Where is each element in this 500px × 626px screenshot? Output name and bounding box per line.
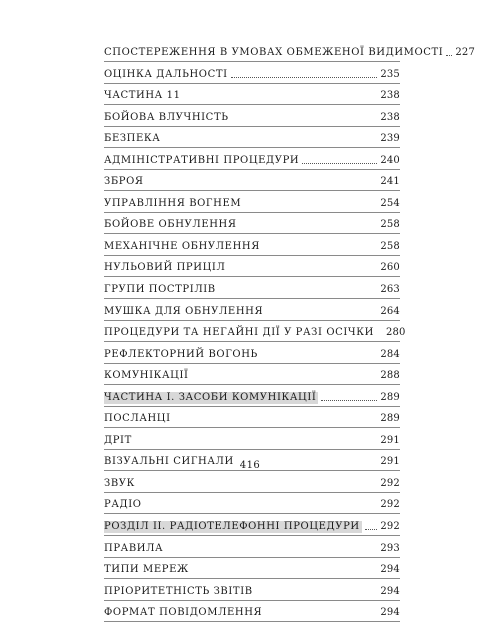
toc-entry-page: 294 [380,564,400,576]
toc-entry-title: ЧАСТИНА І. ЗАСОБИ КОМУНІКАЦІЇ [104,391,317,403]
toc-entry-page: 264 [380,305,400,317]
toc-entry-page: 240 [380,154,400,166]
toc-entry-page: 294 [380,585,400,597]
toc-entry-title: ТИПИ МЕРЕЖ [104,564,189,576]
toc-entry-title: УПРАВЛІННЯ ВОГНЕМ [104,197,242,209]
toc-entry [104,216,400,234]
toc-entry [104,152,400,170]
page-number: 416 [239,460,261,471]
toc-entry-title: БОЙОВЕ ОБНУЛЕННЯ [104,219,237,231]
toc-entry-page: 291 [380,434,400,446]
toc-entry [104,367,400,385]
toc-entry-page: 292 [380,499,400,511]
toc-entry-page: 254 [380,197,400,209]
toc-leader-dots [446,55,452,56]
toc-entry-title: ОЦІНКА ДАЛЬНОСТІ [104,68,228,80]
toc-entry-title: ЧАСТИНА 11 [104,90,181,102]
toc-entry-page: 238 [380,90,400,102]
toc-entry [104,195,400,213]
toc-entry-page: 291 [380,456,400,468]
toc-entry-page: 288 [380,370,400,382]
toc-entry-title: КОМУНІКАЦІЇ [104,370,189,382]
toc-leader-dots [231,77,378,78]
toc-leader-dots [365,529,378,530]
toc-leader-dots [302,163,377,164]
toc-entry [104,66,400,84]
toc-entry [104,324,406,342]
toc-entry [104,496,400,514]
toc-entry-page: 289 [380,391,400,403]
toc-entry-page: 263 [380,284,400,296]
toc-leader-dots [321,400,377,401]
toc-entry-title: РЕФЛЕКТОРНИЙ ВОГОНЬ [104,348,258,360]
toc-entry [104,604,400,622]
toc-entry-title: ПРАВИЛА [104,542,164,554]
toc-entry-title: ФОРМАТ ПОВІДОМЛЕННЯ [104,607,263,619]
toc-entry-title: РАДІО [104,499,142,511]
toc-entry [104,518,400,536]
toc-entry [104,389,400,407]
toc-entry [104,44,476,62]
toc-entry-page: 258 [380,240,400,252]
toc-entry-title: БЕЗПЕКА [104,133,161,145]
toc-entry [104,540,400,558]
toc-entry [104,130,400,148]
toc-entry [104,410,400,428]
toc-entry-title: ГРУПИ ПОСТРІЛІВ [104,284,216,296]
toc-entry-title: ДРІТ [104,434,132,446]
toc-entry-title: СПОСТЕРЕЖЕННЯ В УМОВАХ ОБМЕЖЕНОЇ ВИДИМОСТІ [104,47,444,58]
toc-entry-page: 292 [380,477,400,489]
toc-entry [104,583,400,601]
table-of-contents [104,44,476,626]
toc-entry [104,259,400,277]
toc-entry-page: 238 [380,111,400,123]
toc-entry [104,475,400,493]
toc-entry-title: ПРІОРИТЕТНІСТЬ ЗВІТІВ [104,585,253,597]
toc-entry-page: 292 [380,521,400,533]
toc-entry-page: 258 [380,219,400,231]
toc-entry-page: 227 [455,47,476,58]
toc-entry [104,346,400,364]
toc-entry-title: РОЗДІЛ ІІ. РАДІОТЕЛЕФОННІ ПРОЦЕДУРИ [104,521,360,533]
toc-entry [104,561,400,579]
toc-entry-title: ЗБРОЯ [104,176,144,188]
toc-entry-page: 260 [380,262,400,274]
toc-entry [104,87,400,105]
toc-entry-title: ПРОЦЕДУРИ ТА НЕГАЙНІ ДІЇ У РАЗІ ОСІЧКИ [104,327,374,339]
toc-entry-page: 284 [380,348,400,360]
toc-entry-title: МУШКА ДЛЯ ОБНУЛЕННЯ [104,305,264,317]
toc-entry-page: 235 [380,68,400,80]
toc-entry-title: БОЙОВА ВЛУЧНІСТЬ [104,111,229,123]
toc-entry-title: АДМІНІСТРАТИВНІ ПРОЦЕДУРИ [104,154,300,166]
toc-entry-title: МЕХАНІЧНЕ ОБНУЛЕННЯ [104,240,260,252]
toc-entry-page: 289 [380,413,400,425]
toc-entry-page: 241 [380,176,400,188]
toc-entry-title: ВІЗУАЛЬНІ СИГНАЛИ [104,456,234,468]
toc-entry-page: 280 [385,327,406,339]
toc-entry-page: 294 [380,607,400,619]
toc-entry [104,238,400,256]
toc-entry-title: ЗВУК [104,477,135,489]
toc-entry [104,432,400,450]
toc-entry [104,281,400,299]
toc-entry-title: НУЛЬОВИЙ ПРИЦІЛ [104,262,226,274]
toc-entry [104,303,400,321]
toc-entry-page: 239 [380,133,400,145]
toc-entry-page: 293 [380,542,400,554]
toc-entry [104,173,400,191]
toc-entry-title: ПОСЛАНЦІ [104,413,171,425]
toc-entry [104,109,400,127]
